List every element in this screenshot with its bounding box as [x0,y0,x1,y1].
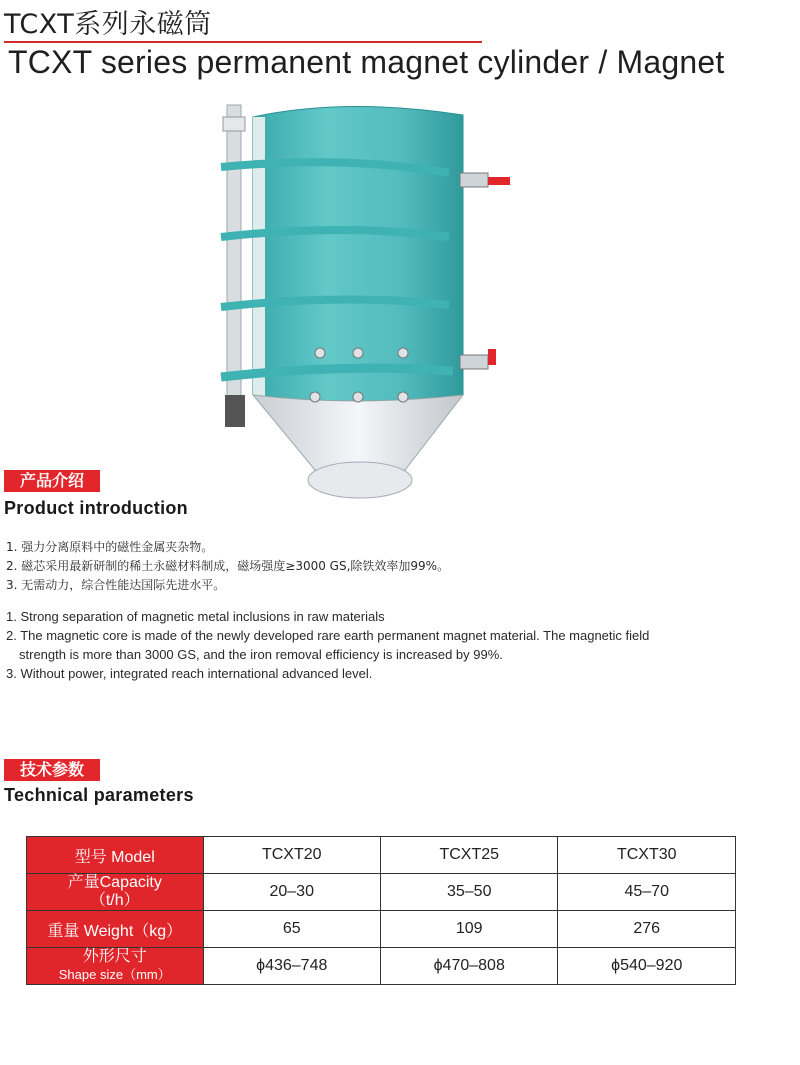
list-item: 3. Without power, integrated reach international advanced level. [6,666,373,681]
parameters-table [26,836,736,985]
list-item: 1. Strong separation of magnetic metal inclusions in raw materials [6,609,385,624]
table-cell: TCXT30 [558,837,736,874]
list-item: strength is more than 3000 GS, and the iron removal efficiency is increased by 99%. [19,647,503,662]
table-cell: ϕ470–808 [380,948,557,985]
table-cell: 65 [203,911,380,948]
section-heading-technical-params: Technical parameters [4,785,194,805]
intro-list-english [6,607,649,683]
section-tag-technical-params: 技术参数 [4,759,100,781]
magnet-cylinder-image [205,95,535,515]
row-label-line: Shape size（mm） [58,967,171,982]
section-tag-product-intro: 产品介绍 [4,470,100,492]
table-cell: TCXT25 [380,837,557,874]
table-cell: ϕ540–920 [558,948,736,985]
table-cell: TCXT20 [203,837,380,874]
table-cell: 109 [380,911,557,948]
title-chinese: TCXT系列永磁筒 [4,9,212,40]
row-label-line: 外形尺寸 [82,948,147,965]
row-label-shape-size [27,948,204,985]
row-label-capacity [27,874,204,911]
intro-list-chinese [6,538,449,595]
table-row [27,874,736,911]
table-cell: 276 [558,911,736,948]
table-row [27,837,736,874]
title-english: TCXT series permanent magnet cylinder / Magnet [8,44,725,80]
table-cell: 35–50 [380,874,557,911]
section-heading-product-intro: Product introduction [4,498,188,518]
table-row [27,911,736,948]
table-cell: 20–30 [203,874,380,911]
table-row [27,948,736,985]
title-divider [4,41,482,43]
list-item: 3. 无需动力，综合性能达国际先进水平。 [6,578,226,592]
table-cell: 45–70 [558,874,736,911]
row-label-line: 产量Capacity [67,874,162,891]
table-cell: ϕ436–748 [203,948,380,985]
row-label-line: （t/h） [89,892,140,909]
row-label-model: 型号 Model [27,837,204,874]
list-item: 2. 磁芯采用最新研制的稀土永磁材料制成，磁场强度≥3000 GS,除铁效率加99%。 [6,559,450,573]
list-item: 1. 强力分离原料中的磁性金属夹杂物。 [6,540,214,554]
list-item: 2. The magnetic core is made of the newly developed rare earth permanent magnet material. The magnetic field [6,628,650,643]
row-label-weight: 重量 Weight（kg） [27,911,204,948]
